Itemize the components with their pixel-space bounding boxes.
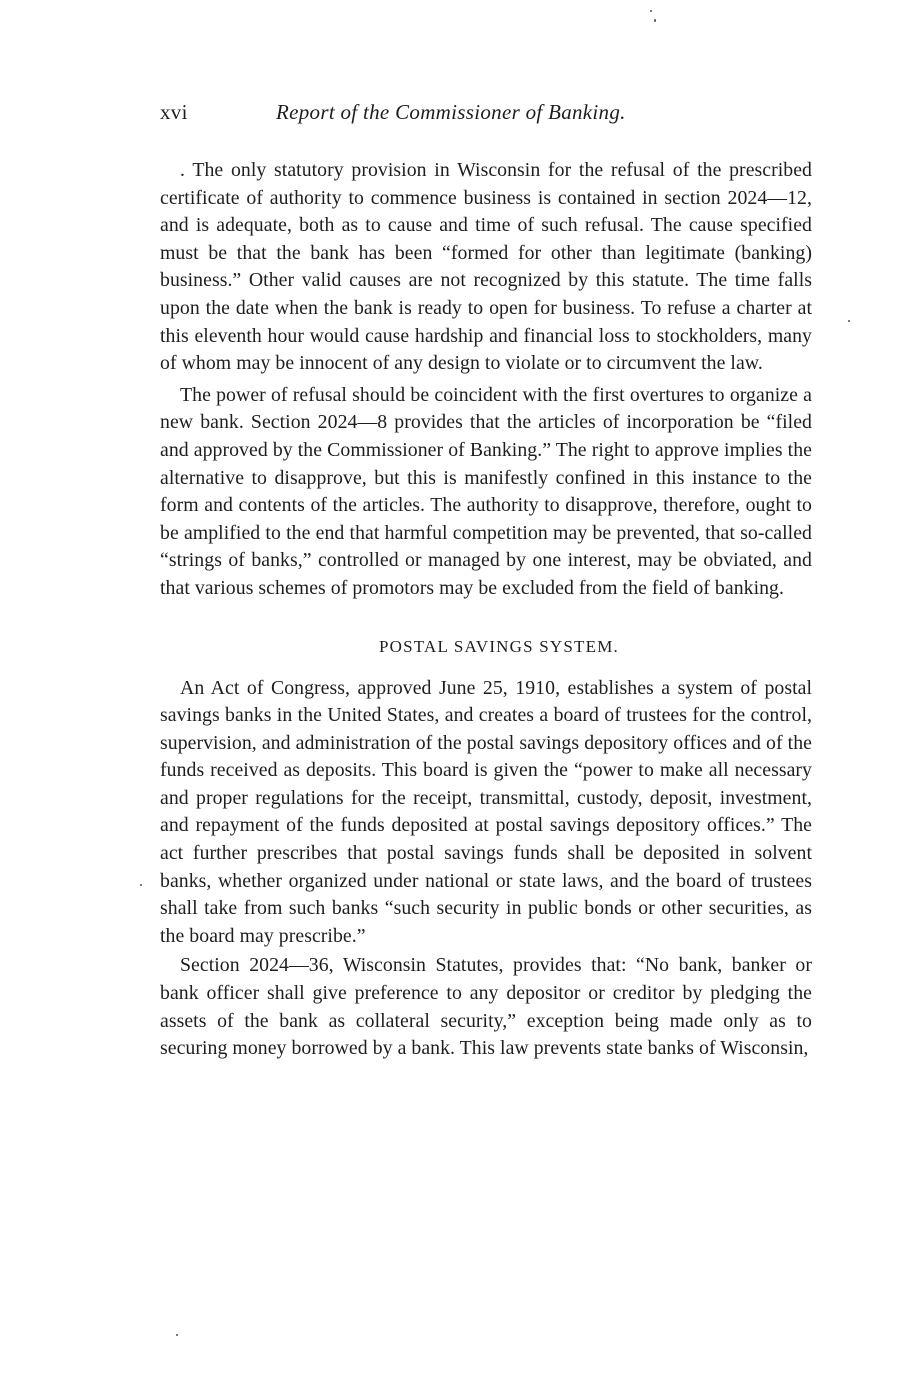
page-number: xvi xyxy=(160,100,188,124)
paragraph-wisconsin-statutes: Section 2024—36, Wisconsin Statutes, provides that: “No bank, banker or bank officer shall give preference to any depositor or creditor by pledging the assets of the bank as collateral security,” exception being made only as to securing money borrowed by a bank. This law prevents state banks of Wisconsin, xyxy=(160,954,812,1060)
running-title: Report of the Commissioner of Banking. xyxy=(276,100,626,124)
scan-speck xyxy=(176,1334,178,1336)
paragraph-act-of-congress: An Act of Congress, approved June 25, 1910, establishes a system of postal savings banks in the United States, and creates a board of trustees for the control, supervision, and administration of the postal savings depository offices and of the funds received as deposits. This board is given the “power to make all necessary and proper regulations for the receipt, transmittal, custody, deposit, investment, and repayment of the funds deposited at postal savings depository offices.” The act further prescribes that postal savings funds shall be deposited in solvent banks, whether organized under national or state laws, and the board of trustees shall take from such banks “such security in public bonds or other securities, as the board may prescribe.” xyxy=(160,676,812,947)
section-heading-text: POSTAL SAVINGS SYSTEM. xyxy=(379,636,619,656)
scan-speck xyxy=(848,320,850,322)
section-heading xyxy=(160,637,812,663)
scan-speck xyxy=(650,10,652,12)
paragraph-statutory-provision: . The only statutory provision in Wisconsin for the refusal of the prescribed certificate of authority to commence business is contained in section 2024—12, and is adequate, both as to cause and time of such refusal. The cause specified must be that the bank has been “formed for other than legitimate (banking) business.” Other valid causes are not recognized by this statute. The time falls upon the date when the bank is ready to open for business. To refuse a charter at this eleventh hour would cause hardship and financial loss to stockholders, many of whom may be innocent of any design to violate or to circumvent the law. xyxy=(160,159,812,375)
running-head xyxy=(160,100,812,132)
scan-speck xyxy=(654,19,656,22)
paragraph-power-of-refusal: The power of refusal should be coincident with the first overtures to organize a new bank. Section 2024—8 provides that the articles of incorporation be “filed and approved by the Commissioner of Banking.” The right to approve implies the alternative to disapprove, but this is manifestly confined in this instance to the form and contents of the articles. The authority to disapprove, therefore, ought to be amplified to the end that harmful competition may be prevented, that so-called “strings of banks,” controlled or managed by one interest, may be obviated, and that various schemes of promotors may be excluded from the field of banking. xyxy=(160,383,812,599)
scan-speck xyxy=(140,884,142,886)
document-page xyxy=(160,100,812,1063)
